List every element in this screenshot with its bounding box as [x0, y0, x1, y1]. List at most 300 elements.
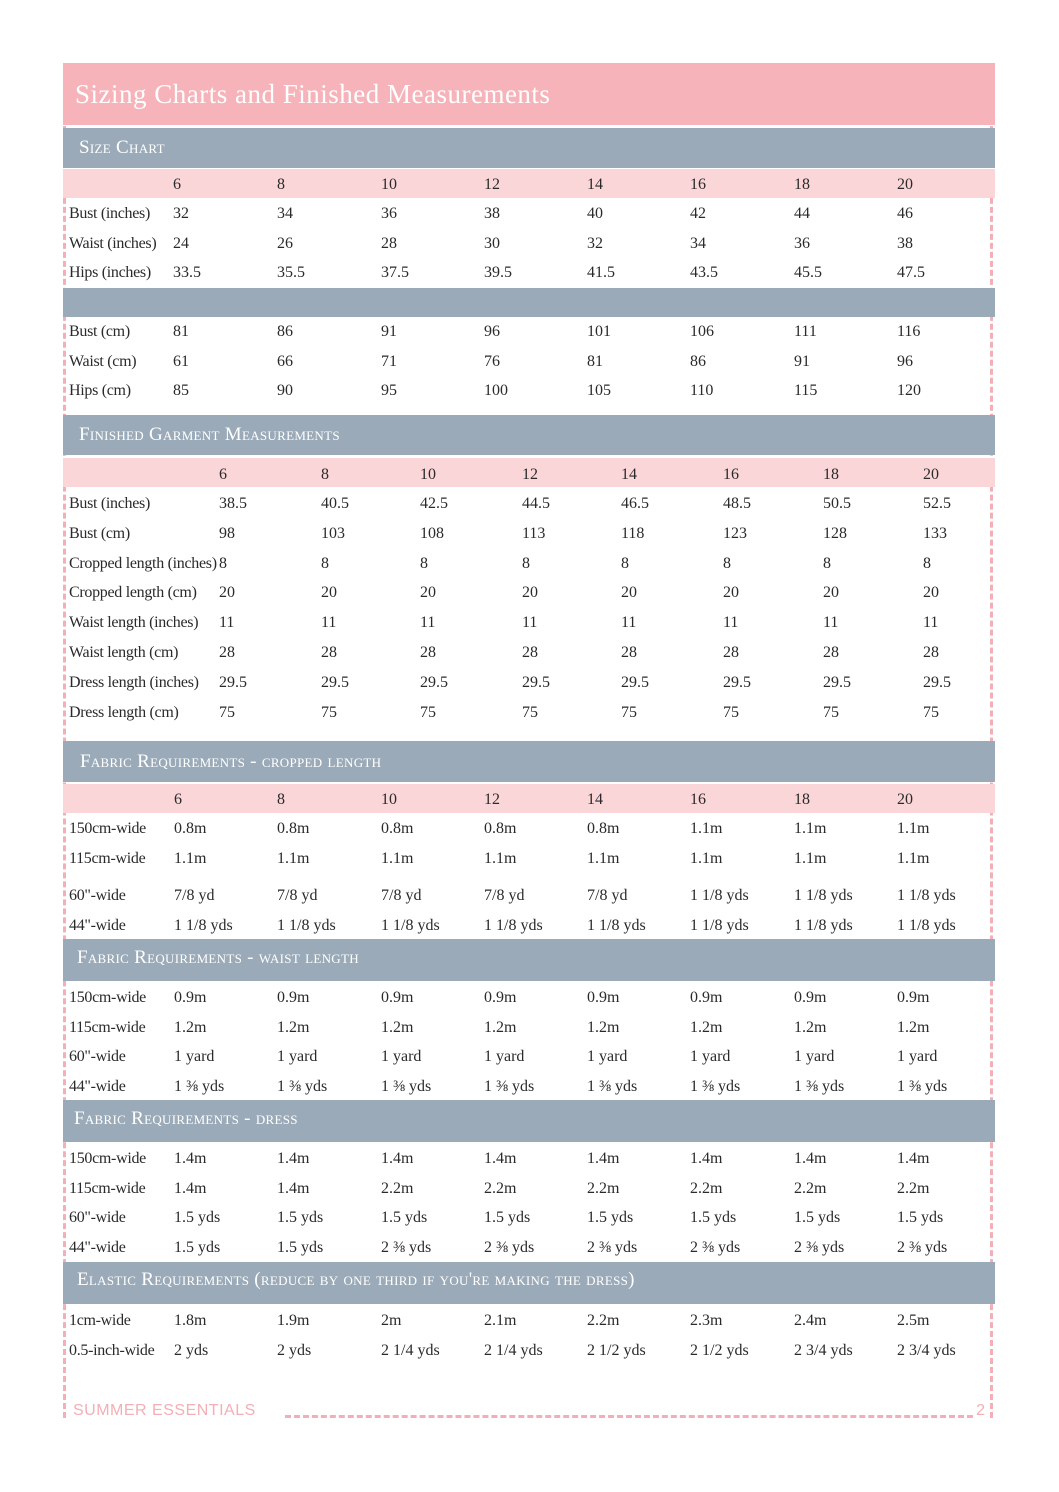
page-footer — [63, 1400, 995, 1426]
table-cell: 1.5 yds — [381, 1209, 428, 1227]
table-cell: 37.5 — [381, 264, 409, 281]
size-header-row — [63, 786, 995, 814]
table-cell: 1.1m — [690, 850, 723, 867]
table-cell: 46 — [897, 205, 913, 222]
table-cell: 1.1m — [587, 850, 620, 867]
table-cell: 95 — [381, 382, 397, 399]
table-cell: 1.4m — [690, 1150, 723, 1167]
row-label: 44"-wide — [69, 1077, 126, 1095]
table-cell: 1.5 yds — [484, 1209, 531, 1227]
table-cell: 91 — [381, 323, 397, 340]
table-cell: 111 — [794, 323, 817, 340]
table-cell: 38 — [484, 205, 500, 222]
table-cell: 2 1/4 yds — [381, 1342, 440, 1359]
table-cell: 46.5 — [621, 495, 649, 512]
page-number: 2 — [976, 1402, 985, 1419]
table-cell: 34 — [690, 234, 706, 252]
table-cell: 35.5 — [277, 264, 305, 281]
section-header-fabric-cropped: Fabric Requirements - cropped length — [63, 741, 995, 782]
table-cell: 1 ⅜ yds — [381, 1077, 432, 1095]
table-cell: 75 — [723, 703, 739, 721]
table-cell: 96 — [897, 352, 913, 370]
table-cell: 29.5 — [823, 673, 851, 691]
footer-brand: SUMMER ESSENTIALS — [73, 1402, 256, 1419]
table-row — [63, 1014, 995, 1042]
table-cell: 1.1m — [484, 850, 517, 867]
size-label: 12 — [484, 176, 500, 193]
table-cell: 8 — [522, 554, 530, 572]
row-label: 44"-wide — [69, 1238, 126, 1256]
size-label: 16 — [690, 791, 706, 808]
table-cell: 1 1/8 yds — [277, 917, 336, 934]
table-cell: 20 — [420, 584, 436, 602]
table-cell: 113 — [522, 524, 546, 542]
table-cell: 20 — [522, 584, 538, 602]
table-cell: 20 — [219, 584, 235, 602]
table-cell: 8 — [420, 554, 428, 572]
size-label: 18 — [794, 176, 810, 193]
table-cell: 40 — [587, 205, 603, 222]
table-cell: 2 yds — [277, 1342, 312, 1359]
table-cell: 1.4m — [484, 1150, 517, 1167]
table-cell: 40.5 — [321, 495, 349, 512]
table-cell: 1.5 yds — [587, 1209, 634, 1227]
table-cell: 2.2m — [484, 1179, 517, 1197]
size-label: 8 — [321, 466, 329, 483]
table-cell: 2 ⅜ yds — [484, 1238, 535, 1256]
table-cell: 1 ⅜ yds — [174, 1077, 225, 1095]
table-cell: 11 — [723, 614, 739, 632]
table-cell: 8 — [219, 554, 227, 572]
table-cell: 1.5 yds — [897, 1209, 944, 1227]
table-cell: 1.2m — [277, 1018, 310, 1036]
table-cell: 48.5 — [723, 495, 751, 512]
table-cell: 1 1/8 yds — [794, 917, 853, 934]
table-row — [63, 912, 995, 940]
table-cell: 108 — [420, 524, 444, 542]
size-label: 20 — [897, 176, 913, 193]
table-row — [63, 1204, 995, 1232]
table-cell: 1.4m — [897, 1150, 930, 1167]
table-cell: 0.9m — [174, 989, 207, 1006]
table-cell: 26 — [277, 234, 293, 252]
table-cell: 1 ⅜ yds — [277, 1077, 328, 1095]
table-cell: 1.5 yds — [174, 1238, 221, 1256]
table-cell: 1 yard — [174, 1048, 215, 1066]
table-cell: 28 — [321, 644, 337, 661]
size-label: 16 — [723, 466, 739, 483]
table-row — [63, 699, 995, 727]
table-cell: 91 — [794, 352, 810, 370]
table-cell: 96 — [484, 323, 500, 340]
table-cell: 28 — [219, 644, 235, 661]
table-cell: 28 — [923, 644, 939, 661]
table-cell: 24 — [173, 234, 189, 252]
table-row — [63, 377, 995, 405]
table-cell: 2.1m — [484, 1312, 517, 1329]
size-label: 12 — [522, 466, 538, 483]
footer-dashed-rule — [285, 1415, 973, 1418]
section-divider-band — [63, 288, 995, 317]
table-cell: 1 ⅜ yds — [897, 1077, 948, 1095]
table-cell: 1 1/8 yds — [794, 887, 853, 904]
table-cell: 1 ⅜ yds — [587, 1077, 638, 1095]
table-cell: 75 — [621, 703, 637, 721]
row-label: 150cm-wide — [69, 989, 146, 1006]
table-cell: 20 — [923, 584, 939, 602]
row-label: 60"-wide — [69, 887, 126, 904]
table-row — [63, 579, 995, 607]
table-cell: 1 1/8 yds — [690, 917, 749, 934]
table-cell: 34 — [277, 205, 293, 222]
table-cell: 11 — [522, 614, 538, 632]
table-cell: 1.4m — [174, 1150, 207, 1167]
table-cell: 44.5 — [522, 495, 550, 512]
size-label: 16 — [690, 176, 706, 193]
table-cell: 1.2m — [484, 1018, 517, 1036]
row-label: 1cm-wide — [69, 1312, 131, 1329]
table-cell: 8 — [823, 554, 831, 572]
table-cell: 36 — [381, 205, 397, 222]
table-cell: 86 — [690, 352, 706, 370]
table-cell: 1.4m — [174, 1179, 207, 1197]
row-label: Bust (cm) — [69, 524, 130, 542]
table-cell: 0.8m — [381, 820, 414, 837]
size-label: 8 — [277, 176, 285, 193]
size-header-row — [63, 461, 995, 489]
row-label: Dress length (inches) — [69, 673, 199, 691]
table-row — [63, 984, 995, 1012]
table-cell: 28 — [522, 644, 538, 661]
table-row — [63, 1337, 995, 1365]
table-cell: 1 ⅜ yds — [484, 1077, 535, 1095]
table-cell: 1 1/8 yds — [587, 917, 646, 934]
table-cell: 7/8 yd — [484, 887, 525, 904]
table-cell: 1.1m — [794, 820, 827, 837]
row-label: Bust (inches) — [69, 205, 150, 222]
table-cell: 1.4m — [587, 1150, 620, 1167]
table-cell: 85 — [173, 382, 189, 399]
table-cell: 1.1m — [381, 850, 414, 867]
row-label: Hips (inches) — [69, 264, 151, 281]
table-cell: 1 ⅜ yds — [794, 1077, 845, 1095]
table-cell: 2.2m — [587, 1312, 620, 1329]
table-cell: 20 — [823, 584, 839, 602]
table-cell: 1 yard — [897, 1048, 938, 1066]
row-label: 60"-wide — [69, 1048, 126, 1066]
table-cell: 2m — [381, 1312, 402, 1329]
table-cell: 103 — [321, 524, 345, 542]
size-label: 14 — [587, 176, 603, 193]
table-cell: 106 — [690, 323, 714, 340]
table-cell: 101 — [587, 323, 611, 340]
table-cell: 2.5m — [897, 1312, 930, 1329]
section-header-elastic: Elastic Requirements (reduce by one third if you're making the dress) — [63, 1262, 995, 1304]
table-cell: 2 ⅜ yds — [794, 1238, 845, 1256]
section-header-finished: Finished Garment Measurements — [63, 415, 995, 455]
row-label: Bust (inches) — [69, 495, 150, 512]
row-label: Waist (inches) — [69, 234, 157, 252]
table-cell: 20 — [723, 584, 739, 602]
row-label: Cropped length (inches) — [69, 554, 217, 572]
table-cell: 110 — [690, 382, 714, 399]
table-cell: 11 — [321, 614, 337, 632]
table-cell: 1.2m — [587, 1018, 620, 1036]
table-row — [63, 639, 995, 667]
table-cell: 71 — [381, 352, 397, 370]
table-cell: 7/8 yd — [277, 887, 318, 904]
table-cell: 20 — [321, 584, 337, 602]
size-label: 8 — [277, 791, 285, 808]
table-cell: 32 — [587, 234, 603, 252]
size-label: 14 — [587, 791, 603, 808]
table-row — [63, 609, 995, 637]
table-cell: 38.5 — [219, 495, 247, 512]
table-cell: 50.5 — [823, 495, 851, 512]
table-row — [63, 230, 995, 258]
table-cell: 32 — [173, 205, 189, 222]
row-label: 44"-wide — [69, 917, 126, 934]
table-cell: 81 — [587, 352, 603, 370]
table-cell: 75 — [522, 703, 538, 721]
table-cell: 81 — [173, 323, 189, 340]
table-row — [63, 845, 995, 873]
table-cell: 44 — [794, 205, 810, 222]
table-cell: 1.2m — [690, 1018, 723, 1036]
table-cell: 2.3m — [690, 1312, 723, 1329]
table-cell: 29.5 — [923, 673, 951, 691]
table-cell: 8 — [621, 554, 629, 572]
table-cell: 0.9m — [484, 989, 517, 1006]
size-label: 14 — [621, 466, 637, 483]
size-label: 12 — [484, 791, 500, 808]
table-row — [63, 882, 995, 910]
table-cell: 1.1m — [277, 850, 310, 867]
table-row — [63, 1145, 995, 1173]
row-label: 150cm-wide — [69, 820, 146, 837]
table-cell: 2 3/4 yds — [794, 1342, 853, 1359]
table-cell: 41.5 — [587, 264, 615, 281]
section-header-fabric-waist: Fabric Requirements - waist length — [63, 939, 995, 981]
table-cell: 2 1/4 yds — [484, 1342, 543, 1359]
table-cell: 0.9m — [690, 989, 723, 1006]
table-cell: 75 — [823, 703, 839, 721]
table-cell: 2.4m — [794, 1312, 827, 1329]
size-header-row — [63, 171, 995, 199]
table-cell: 118 — [621, 524, 645, 542]
table-cell: 29.5 — [420, 673, 448, 691]
table-cell: 1.5 yds — [277, 1238, 324, 1256]
table-cell: 2.2m — [381, 1179, 414, 1197]
table-row — [63, 318, 995, 346]
table-row — [63, 348, 995, 376]
table-cell: 75 — [219, 703, 235, 721]
table-cell: 45.5 — [794, 264, 822, 281]
table-cell: 2 ⅜ yds — [897, 1238, 948, 1256]
row-label: 0.5-inch-wide — [69, 1342, 155, 1359]
size-label: 18 — [823, 466, 839, 483]
table-cell: 29.5 — [321, 673, 349, 691]
section-header-size-chart: Size Chart — [63, 128, 995, 168]
table-cell: 90 — [277, 382, 293, 399]
table-cell: 28 — [381, 234, 397, 252]
table-cell: 1.1m — [794, 850, 827, 867]
table-cell: 28 — [621, 644, 637, 661]
table-cell: 7/8 yd — [381, 887, 422, 904]
table-cell: 7/8 yd — [174, 887, 215, 904]
table-cell: 1 1/8 yds — [484, 917, 543, 934]
table-cell: 2 3/4 yds — [897, 1342, 956, 1359]
table-cell: 1 1/8 yds — [897, 917, 956, 934]
table-cell: 38 — [897, 234, 913, 252]
table-cell: 11 — [219, 614, 235, 632]
table-cell: 1 yard — [381, 1048, 422, 1066]
table-cell: 39.5 — [484, 264, 512, 281]
table-cell: 133 — [923, 524, 947, 542]
table-cell: 1.8m — [174, 1312, 207, 1329]
table-cell: 1.1m — [174, 850, 207, 867]
row-label: 60"-wide — [69, 1209, 126, 1227]
table-cell: 11 — [420, 614, 436, 632]
row-label: 115cm-wide — [69, 850, 146, 867]
table-cell: 1 1/8 yds — [897, 887, 956, 904]
section-header-fabric-dress: Fabric Requirements - dress — [63, 1100, 995, 1142]
table-cell: 1.5 yds — [277, 1209, 324, 1227]
table-cell: 0.8m — [174, 820, 207, 837]
table-cell: 30 — [484, 234, 500, 252]
table-cell: 29.5 — [219, 673, 247, 691]
table-cell: 1.2m — [174, 1018, 207, 1036]
size-label: 10 — [420, 466, 436, 483]
size-label: 6 — [174, 791, 182, 808]
size-label: 18 — [794, 791, 810, 808]
table-row — [63, 815, 995, 843]
table-row — [63, 1175, 995, 1203]
size-label: 6 — [173, 176, 181, 193]
table-cell: 1.2m — [794, 1018, 827, 1036]
table-cell: 1.5 yds — [690, 1209, 737, 1227]
table-cell: 47.5 — [897, 264, 925, 281]
table-cell: 120 — [897, 382, 921, 399]
table-cell: 1.1m — [897, 820, 930, 837]
table-cell: 0.9m — [587, 989, 620, 1006]
size-label: 20 — [923, 466, 939, 483]
table-row — [63, 550, 995, 578]
table-cell: 2.2m — [587, 1179, 620, 1197]
table-cell: 2 ⅜ yds — [381, 1238, 432, 1256]
table-cell: 2 ⅜ yds — [587, 1238, 638, 1256]
row-label: Bust (cm) — [69, 323, 130, 340]
table-cell: 28 — [823, 644, 839, 661]
table-cell: 1 yard — [484, 1048, 525, 1066]
table-cell: 0.8m — [277, 820, 310, 837]
table-cell: 29.5 — [621, 673, 649, 691]
table-cell: 52.5 — [923, 495, 951, 512]
table-cell: 1.5 yds — [794, 1209, 841, 1227]
table-row — [63, 259, 995, 287]
table-cell: 20 — [621, 584, 637, 602]
table-cell: 11 — [823, 614, 839, 632]
table-row — [63, 1073, 995, 1101]
table-cell: 0.9m — [794, 989, 827, 1006]
table-cell: 2 ⅜ yds — [690, 1238, 741, 1256]
table-cell: 1 1/8 yds — [174, 917, 233, 934]
table-cell: 1.5 yds — [174, 1209, 221, 1227]
table-cell: 100 — [484, 382, 508, 399]
table-cell: 116 — [897, 323, 921, 340]
table-cell: 115 — [794, 382, 818, 399]
table-cell: 2.2m — [794, 1179, 827, 1197]
row-label: Cropped length (cm) — [69, 584, 197, 602]
table-cell: 29.5 — [723, 673, 751, 691]
table-cell: 28 — [723, 644, 739, 661]
table-cell: 75 — [923, 703, 939, 721]
table-cell: 1.2m — [381, 1018, 414, 1036]
row-label: Waist length (inches) — [69, 614, 199, 632]
table-row — [63, 200, 995, 228]
table-cell: 1 1/8 yds — [690, 887, 749, 904]
table-cell: 28 — [420, 644, 436, 661]
table-cell: 1 yard — [277, 1048, 318, 1066]
table-cell: 33.5 — [173, 264, 201, 281]
table-cell: 43.5 — [690, 264, 718, 281]
table-cell: 66 — [277, 352, 293, 370]
page-title: Sizing Charts and Finished Measurements — [63, 63, 995, 125]
table-cell: 0.9m — [897, 989, 930, 1006]
table-cell: 1 ⅜ yds — [690, 1077, 741, 1095]
row-label: Hips (cm) — [69, 382, 131, 399]
table-cell: 42 — [690, 205, 706, 222]
table-cell: 1.1m — [897, 850, 930, 867]
size-label: 10 — [381, 176, 397, 193]
table-cell: 98 — [219, 524, 235, 542]
table-cell: 11 — [923, 614, 939, 632]
table-cell: 1.2m — [897, 1018, 930, 1036]
table-cell: 8 — [321, 554, 329, 572]
table-cell: 36 — [794, 234, 810, 252]
table-cell: 8 — [723, 554, 731, 572]
table-cell: 42.5 — [420, 495, 448, 512]
table-cell: 11 — [621, 614, 637, 632]
table-row — [63, 490, 995, 518]
table-cell: 105 — [587, 382, 611, 399]
table-cell: 128 — [823, 524, 847, 542]
table-cell: 1.4m — [381, 1150, 414, 1167]
table-row — [63, 1307, 995, 1335]
table-cell: 0.9m — [277, 989, 310, 1006]
table-cell: 61 — [173, 352, 189, 370]
table-cell: 2.2m — [897, 1179, 930, 1197]
table-cell: 1 1/8 yds — [381, 917, 440, 934]
row-label: 115cm-wide — [69, 1179, 146, 1197]
table-cell: 1.4m — [277, 1150, 310, 1167]
table-cell: 7/8 yd — [587, 887, 628, 904]
table-cell: 29.5 — [522, 673, 550, 691]
row-label: 150cm-wide — [69, 1150, 146, 1167]
row-label: Waist (cm) — [69, 352, 137, 370]
table-cell: 2 1/2 yds — [587, 1342, 646, 1359]
table-cell: 75 — [420, 703, 436, 721]
table-cell: 1 yard — [587, 1048, 628, 1066]
table-cell: 0.9m — [381, 989, 414, 1006]
table-cell: 8 — [923, 554, 931, 572]
table-cell: 1 yard — [794, 1048, 835, 1066]
table-cell: 76 — [484, 352, 500, 370]
row-label: Waist length (cm) — [69, 644, 179, 661]
table-cell: 1 yard — [690, 1048, 731, 1066]
table-cell: 0.8m — [484, 820, 517, 837]
table-row — [63, 520, 995, 548]
